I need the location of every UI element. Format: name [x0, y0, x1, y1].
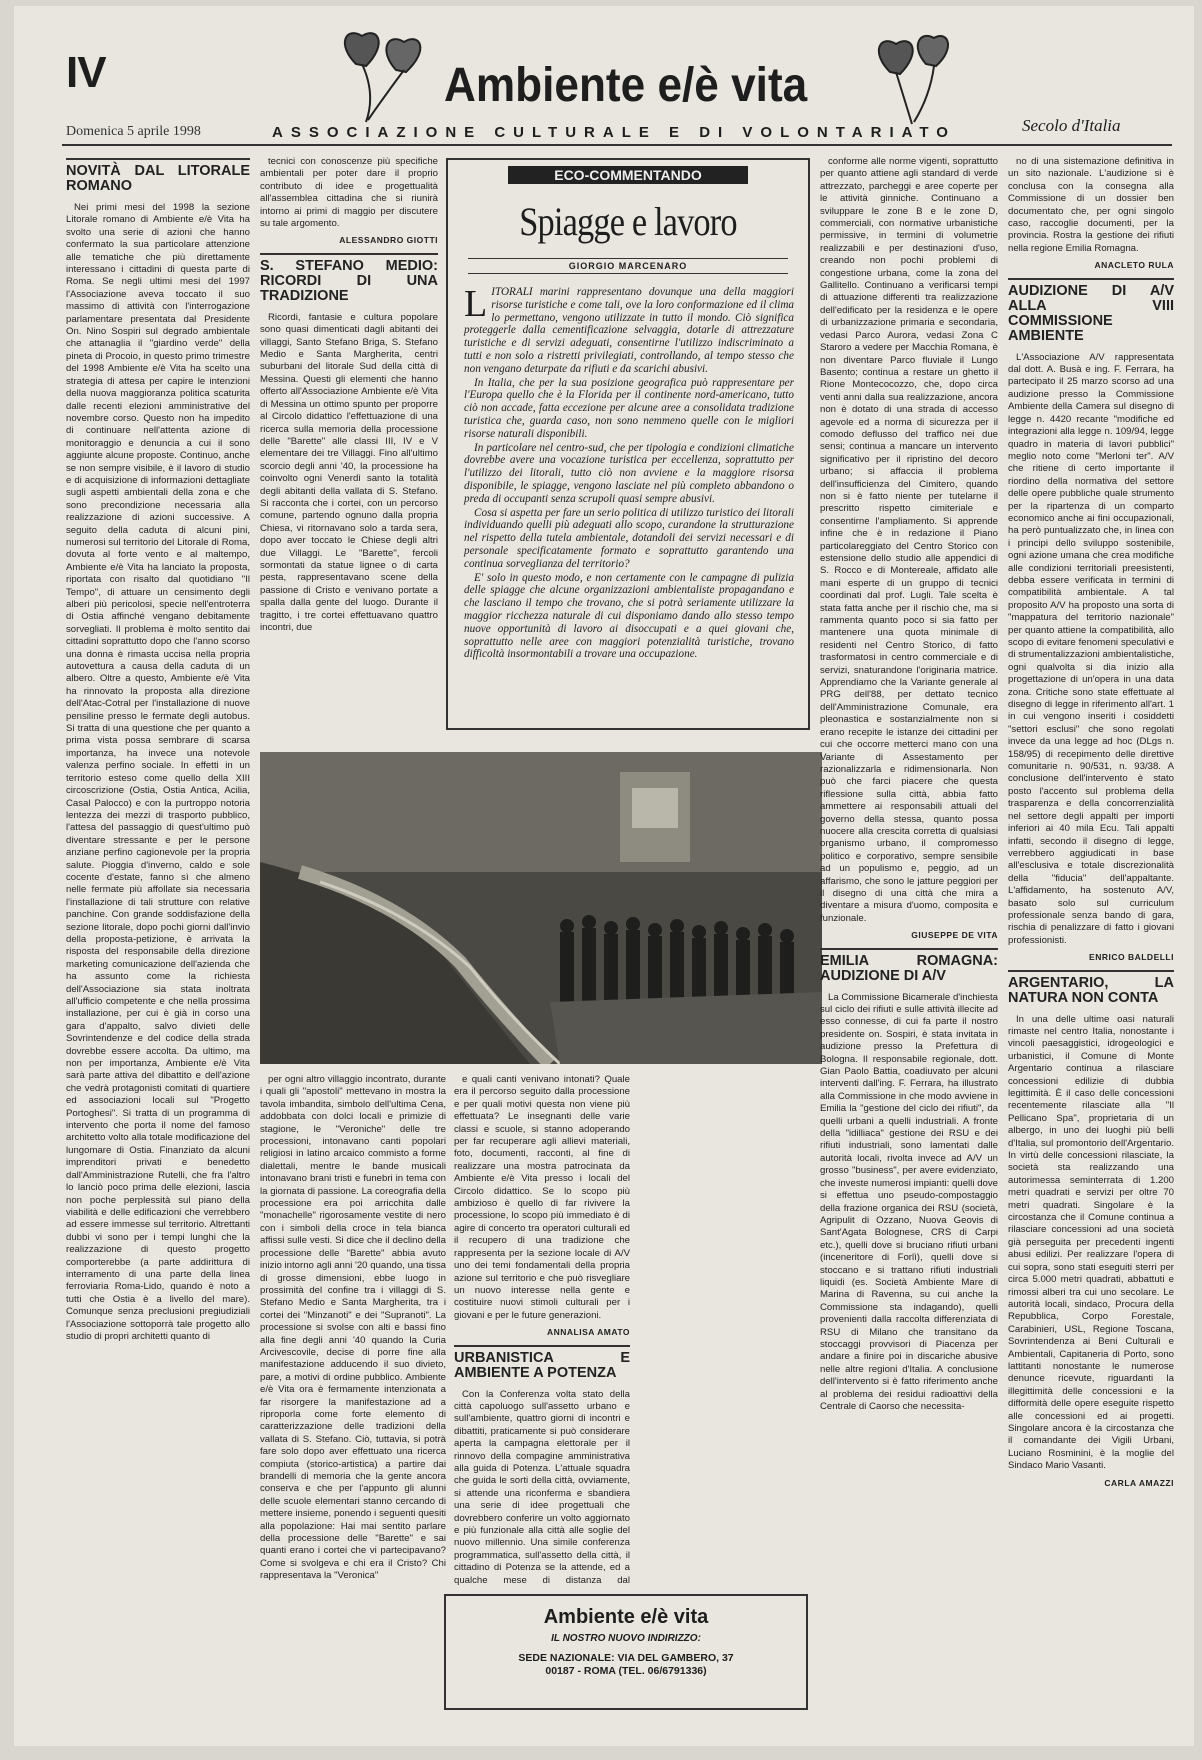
article-body-emilia-end: no di una sistemazione definitiva in un sito nazionale. L'audizione si è conclusa con la consegna alla Commissione di un dossier ben documentato che, per ogni singolo caso, raccoglie documenti, per la provincia. Rostra la gestione dei rifiuti nella regione Emilia Romagna. — [1008, 156, 1174, 254]
column-3-bottom — [454, 1074, 630, 1586]
masthead — [14, 6, 1194, 142]
article-body-litorale: Nei primi mesi del 1998 la sezione Litorale romano di Ambiente e/è Vita ha svolto una serie di azioni che hanno confermato la sua particolare attenzione alle tematiche che più direttamente interessano i cittadini di questa parte di Roma. Se negli ultimi mesi del 1997 l'Associazione aveva toccato il suo massimo di attività con l'interrogazione parlamentare presentata dal Presidente On. Nino Sospiri sul degrado ambientale che attanaglia il "giardino verde" della pineta di Procoio, in questo primo trimestre del 1998 Ambiente e/è Vita ha scelto una strategia di attesa per capire le intenzioni della nuova maggioranza politica scaturita dalle recenti elezioni amministrative del novembre corso. Questo non ha impedito di continuare nell'attenta azione di monitoraggio e denuncia a cui il sono aggiunte alcune proposte. Continuo, anche se non sempre visibile, è il lavoro di studio e di acquisizione di informazioni dettagliate sugli aspetti ambientali della zona e che sono precondizione necessaria alla realizzazione di azioni successive. A seguito della caduta di alcuni pini, numerosi sul territorio del Litorale di Roma, dovuta al forte vento e al maltempo, Ambiente e/è Vita ha lanciato la proposta, riportata con risalto dal quotidiano "Il Tempo", di attuare un censimento degli alberi più pericolosi, specie nell'entroterra di Ostia affinché vengano debitamente sorvegliati. Il problema è molto sentito dai cittadini soprattutto dopo che l'anno scorso una donna è rimasta uccisa nella propria autovettura a causa della caduta di un albero. Oltre a questo, Ambiente e/è Vita ha rinnovato la proposta alla direzione dell'Atac-Cotral per l'installazione di nuove pensiline presso le fermate degli autobus. Si tratta di una questione che per quanto a prima vista possa sembrare di scarsa importanza, ha invece una notevole valenza perfino sociale. In effetti in un territorio esteso come quello della XIII circoscrizione (Ostia, Ostia Antica, Acilia, Casal Palocco) e con la purtroppo notoria lentezza dei mezzi di trasporto pubblico, l'attesa del passaggio di quest'ultimo può diventare stressante e per le persone anziane perfino cagionevole per la propria salute. Pioggia d'inverno, caldo e sole cocente d'estate, fanno sì che almeno nelle fermate più affollate sia necessaria l'installazione di tali strutture con relative panchine. Con grande soddisfazione della sezione litorale, dopo pochi giorni dall'invio della proposta-petizione, è arrivata la risposta del responsabile della direzione marketing comunicazione dell'azienda che ha assunto come la richiesta dell'Associazione sia stata inoltrata all'ufficio competente e che nella prossima installazione, per cui è già in corso una gara d'appalto, salvo divieti delle Sovrintendenze e del codice della strada dovrebbe essere accolta. Da ultimo, ma non per importanza, Ambiente e/è Vita sarà parte attiva del dibattito e dell'azione che vedrà protagonisti comitati di quartiere ed associazioni locali sul "Progetto Portoghesi". Si tratta di un programma di intervento che porta il nome del famoso architetto volto alla totale modificazione del lungomare di Ostia. Finanziato da alcuni imprenditori privati e benedetto dall'Amministrazione Rutelli, che fra l'altro lo lanciò poco prima delle elezioni, lascia non poche perplessità sul piano della viabilità e delle edificazioni che verrebbero ad essere immesse sul territorio. Altrettanti dubbi vi sono per i tempi lunghi che la realizzazione di questo progetto comporterebbe (a parte addirittura di interramento di una parte della linea ferroviaria Roma-Lido, quando è noto a tutti che Ostia è a livello del mare). Comunque senza preclusioni pregiudiziali l'Associazione sottoporrà tale progetto allo studio di propri architetti quanto di — [66, 202, 250, 1342]
article-headline-litorale: NOVITÀ DAL LITORALE ROMANO — [66, 158, 250, 194]
article-headline-commissione: AUDIZIONE DI A/V ALLA VIII COMMISSIONE AMBIENTE — [1008, 278, 1174, 344]
column-2-bottom — [260, 1074, 446, 1706]
association-banner: ASSOCIAZIONE CULTURALE E DI VOLONTARIATO — [272, 124, 956, 141]
editorial-box — [446, 158, 810, 730]
column-2-top — [260, 156, 438, 736]
eco-commentando-label: ECO-COMMENTANDO — [508, 166, 748, 184]
signature-giotti: ALESSANDRO GIOTTI — [339, 235, 438, 246]
editorial-author: GIORGIO MARCENARO — [468, 258, 788, 274]
newspaper-name: Secolo d'Italia — [1022, 116, 1121, 135]
article-body-emilia: La Commissione Bicamerale d'inchiesta sul ciclo dei rifiuti e sulle attività illecite ad esso connesse, di cui fa parte il nostro presidente on. Sospiri, è stata invitata in audizione presso la Prefettura di Bologna. Il responsabile regionale, dott. Gian Paolo Battia, coadiuvato per alcuni interventi dall'ing. F. Ferrara, ha illustrato alla Commissione in che modo avviene in Emilia la "gestione del ciclo dei rifiuti", da quelli urbani a quelli industriali. A fronte della "idilliaca" gestione dei RSU e dei rifiuti industriali, sono lamentati dalle autorità locali, rivolta invece ad A/V un grosso "business", per avere evidenziato, che investe numerosi impianti: quelli dove si effettua uno pseudo-compostaggio della frazione organica dei RSU (società, Agripulit di Ozzano, Nuova Geovis di Sant'Agata Bolognese, CRS di Carpi etc.), quelli dove si bruciano rifiuti urbani (inceneritore di Forlì), quelli dove si stoccano e si trattano rifiuti industriali liquidi (es. Società Ambiente Mare di Marina di Ravenna, su cui anche la Commissione sta indagando), quelli provenienti dalla raccolta differenziata di RSU di Milano che transitano da stoccaggi provvisori di Piacenza per andare a finire poi in discariche abusive nelle altre regioni d'Italia. A conclusione dell'intervento si è fatto riferimento anche al problema dei residui radioattivi della Centrale di Caorso che necessita- — [820, 991, 998, 1412]
address-box — [444, 1594, 808, 1710]
article-body-potenza-end: conforme alle norme vigenti, soprattutto per quanto attiene agli standard di verde attrezzato, parcheggi e aree coperte per le attività ginniche. Continuano a sviluppare le zone B e le zone D, commerciali, con normative urbanistiche permissive, in termini di volumetrie realizzabili e per destinazioni d'uso, creando non pochi problemi di congestione urbana, come la zona del Gallitello. Continuano a verificarsi tempi di attuazione differenti tra realizzazione dell'edificato per la residenza e le opere di urbanizzazione primaria e secondaria, vedasi Parco Aurora, vedasi Zona C Staroro a vedere per Macchia Romana, è non diventare Parco fluviale il Lungo Basento; continua a restare un ghetto il Rione Montecocozzo, che, dopo circa venti anni dalla sua realizzazione, ancora non è dotato di una strada di accesso agevole ed a norma di sicurezza per il comodo deflusso del traffico nei due sensi; continua a mancare un intervento significativo per il ripristino del decoro urbano; si affaccia il problema dell'insufficienza del Cimitero, quando non si è fatto niente per tutelarne il prescritto rispetto cimiteriale e consentirne l'ampliamento. Si apprende infine che è in redazione il Piano particolareggiato del Centro Storico con estensione dello studio alle appendici di S. Rocco e di Montereale, affidato alle mani esperte di un gruppo di tecnici coordinati dal prof. Lugli. Tale scelta è stata fatta anche per il rischio che, ma si rammenta quanto poco si sia fatto per mantenere una quota minimale di residenti nel Centro Storico, di fatto trasformatosi in centro commerciale e di servizi, snaturandone l'originaria matrice. Apprendiamo che la Variante generale al PRG dell'88, per dettato tecnico dell'Amministrazione Comunale, era pleonastica e sostanzialmente non si erano recepite le istanze dei cittadini per cui che occorre metterci mano con una Variante di Assestamento per razionalizzarla e ridimensionarla. Non può che farci piacere che questa riflessione sulla città, abbia fatto ammettere ai responsabili attuali del governo della stessa, quanto possa nuocere alla crescita corretta di qualsiasi organismo urbano, il compromesso politico e corporativo, sempre sensibile ad un populismo e, peggio, ad un affarismo, che sono le jatture peggiori per il disegno di una città che mira a diventare a misura d'uomo, composita e funzionale. — [820, 156, 998, 924]
signature-baldelli: ENRICO BALDELLI — [1089, 952, 1174, 963]
section-title: Ambiente e/è vita — [444, 59, 808, 112]
article-body-argentario: In una delle ultime oasi naturali rimaste nel centro Italia, nonostante i vincoli paesaggistici, idrogeologici e urbanistici, il Comune di Monte Argentario continua a rilasciare concessioni edilizie di dubbia legittimità. È il caso delle concessioni recentemente rilasciate alla "Il Pellicano Spa", proprietaria di un albergo, in uno dei luoghi più belli d'Italia, sul promontorio dell'Argentario. In virtù delle concessioni rilasciate, la società sta realizzando una autorimessa seminterrata di 1.200 metri quadrati e servizi per oltre 70 metri quadrati. Singolare è la circostanza che il Comune continua a rilasciare concessioni ad una società già perseguita per precedenti ingenti abusi edilizi. Per realizzare l'opera di cui sopra, sono stati eseguiti sterri per circa 5.000 metri quadrati, abbattuti e rimossi alberi tra cui uno secolare. Le autorità locali, sindaco, Procura della Repubblica, Corpo Forestale, Carabinieri, USL, Regione Toscana, Sovrintendenza ai Beni Culturali e Ambientali, Capitaneria di Porto, sono lattitanti nonostante le numerose denunce ricevute, riguardanti la illegittimità delle concessioni e la difformità delle opere eseguite rispetto alle concessioni ed ai progetti. Singolare ancora è la circostanza che il comandante dei Vigili Urbani, Luciano Rosminini, è la moglie del Sindaco Mario Vasanti. — [1008, 1013, 1174, 1472]
address-box-subtitle: IL NOSTRO NUOVO INDIRIZZO: — [551, 1633, 701, 1644]
article-body-commissione: L'Associazione A/V rappresentata dal dott. A. Busà e ing. F. Ferrara, ha partecipato il 25 marzo scorso ad una audizione presso la Commissione Ambiente della Camera sul disegno di legge n. 4420 recante "modifiche ed integrazioni alla legge n. 109/94, legge quadro in materia di lavori pubblici" meglio noto come "Merloni ter". A/V che ritiene di certo importante il riordino della normativa del settore delle opere pubbliche quale strumento per la ripartenza di un comparto economico anche ai fini occupazionali, ha però puntualizzato che, in linea con i principi dello sviluppo sostenibile, ogni azione umana che crea modifiche alle condizioni territoriali preesistenti, debba essere verificata in termini di compatibilità ambientale. A tal proposito A/V ha proposto una sorta di "mappatura del territorio nazionale" per quanto attiene la compatibilità, allo scopo di evitare fenomeni speculativi e di strumentalizzazioni ambientalistiche, ogni qualvolta si dia inizio alla progettazione di un'opera in una data zona. Critiche sono state effettuate al disegno di legge in riferimento all'art. 1 in cui vengono inseriti i cosiddetti "settori esclusi" che sono regolati invece da una legge ad hoc (DLgs n. 158/95) di recepimento delle direttive comunitarie n. 90/531, n. 93/38. A conclusione dell'intervento è stato posto l'accento sul problema della trasparenza e della concorrenzialità nel settore degli appalti per importi inferiori ai 40 mila Ecu. Tali appalti infatti, secondo il disegno di legge, verrebbero aggiudicati in base all'esclusiva e totale discrezionalità della "fiducia" dell'appaltante. L'affidamento, ha sostenuto A/V, basato solo sul curriculum professionale senza bando di gara, rischia di penalizzare di fatto i giovani professionisti. — [1008, 351, 1174, 946]
article-body-stefano: Ricordi, fantasie e cultura popolare sono quasi dimenticati dagli abitanti dei villaggi, Santo Stefano Briga, S. Stefano Medio e Santa Margherita, centri suburbani del litorale Sud della città di Messina. Questi gli elementi che hanno offerto all'Associazione Ambiente e/è Vita di Messina un ottimo spunto per proporre al Circolo didattico l'effettuazione di una ricerca sulla memoria della processione delle "Barette" alle classi III, IV e V elementare dei tre Villaggi. Fino all'ultimo scorcio degli anni '40, la processione ha coinvolto ogni Venerdì santo la totalità degli abitanti della vallata di S. Stefano. Si racconta che i cortei, con un percorso comune, partendo ognuno dalla propria Chiesa, vi ritornavano solo a tarda sera, dopo aver toccato le Chiese degli altri due Villaggi. Le "Barette", fercoli sormontati da statue lignee o di carta pesta, rappresentavano scene della passione di Cristo e venivano portate a spalla dalla gente del luogo. Durante il tragitto, i tre cortei effettuavano quattro incontri, due — [260, 311, 438, 633]
issue-date: Domenica 5 aprile 1998 — [66, 124, 201, 139]
dropcap: L — [464, 283, 488, 325]
address-box-title: Ambiente e/è vita — [543, 1606, 709, 1628]
signature-de-vita: GIUSEPPE DE VITA — [911, 930, 998, 941]
article-headline-potenza: URBANISTICA E AMBIENTE A POTENZA — [454, 1345, 630, 1381]
article-body-stefano-end: e quali canti venivano intonati? Quale era il percorso seguito dalla processione e per quali motivi questa non viene più effettuata? Le insegnanti delle varie classi e scuole, si stanno adoperando per far recuperare agli allievi materiali, foto, documenti, racconti, al fine di realizzare una mostra patrocinata da Ambiente e/è Vita presso i locali del Circolo didattico. Se lo scopo più ambizioso è quello di far rivivere la processione, lo scopo più immediato è di agire di concerto tra operatori culturali ed il recupero di una tradizione che rappresenta per la sezione locale di A/V uno dei temi fondamentali della propria azione sul territorio e che può risvegliare un nuovo interesse nella gente e costituire nuovi stimoli culturali per i giovani e per le future generazioni. — [454, 1074, 630, 1321]
column-1 — [66, 156, 250, 1716]
page-number: IV — [66, 48, 106, 97]
editorial-title: Spiagge e lavoro — [519, 199, 737, 244]
left-hearts-logo-icon — [326, 24, 436, 124]
article-body-potenza: Con la Conferenza volta stato della città capoluogo sull'assetto urbano e sull'ambiente, quattro giorni di incontri e dibattiti, praticamente si può considerare aperta la campagna elettorale per il rinnovo della compagine amministrativa alla guida di Potenza. L'attuale squadra che guida le sorti della città, ovviamente, si attende una riconferma e sbandiera una serie di idee progettuali che dovrebbero conferire un volto aggiornato e più funzionale alla città alle soglie del nuovo millennio. Una simile conferenza programmatica, sull'assetto della città, il cittadino di Potenza se la attende, ed a qualche mese di distanza dal — [454, 1388, 630, 1586]
address-line-1: SEDE NAZIONALE: VIA DEL GAMBERO, 37 — [518, 1652, 734, 1664]
column-5 — [1008, 156, 1174, 1716]
article-headline-argentario: ARGENTARIO, LA NATURA NON CONTA — [1008, 970, 1174, 1006]
column-4 — [820, 156, 998, 1716]
signature-amazzi: CARLA AMAZZI — [1104, 1477, 1174, 1488]
header-rule — [62, 144, 1172, 146]
address-line-2: 00187 - ROMA (TEL. 06/6791336) — [545, 1665, 707, 1677]
article-headline-stefano: S. STEFANO MEDIO: RICORDI DI UNA TRADIZIONE — [260, 253, 438, 304]
editorial-body: LITORALI marini rappresentano dovunque una della maggiori risorse turistiche e come tali, ove la loro conformazione ed il clima lo permettano, vengono utilizzate in tutto il mondo. Ciò significa proteggerle dalla cementificazione selvaggia, dotarle di attrezzature turistiche e di servizi adeguati, consentirne l'utilizzo indiscriminato a tutti e non solo a ristretti privilegiati, controllando, al tempo stesso che non vengano deturpate da rifiuti e da scarichi abusivi. In Italia, che per la sua posizione geografica può rappresentare per l'Europa quello che è la Florida per il continente nord-americano, tutto ciò non accade, fatta eccezione per alcune aree a consolidata tradizione turistica che, guarda caso, non sono nemmeno quelle con le migliori risorse naturali disponibili. In particolare nel centro-sud, che per tipologia e condizioni climatiche dovrebbe avere una vocazione turistica per eccellenza, soprattutto per l'utilizzo dei litorali, tutto ciò non avviene e la maggiore risorsa disponibile, le spiagge, vengono lasciate nel più completo abbandono o preda di occupanti senza scrupoli quasi sempre abusivi. Cosa si aspetta per fare un serio politica di utilizzo turistico dei litorali individuando quelli più adeguati allo scopo, curandone la strutturazione nel rispetto della tutela ambientale, dotandoli dei servizi necessari e di personale specificatamente formato e soprattutto garantendo una continua sorveglianza del territorio? E' solo in questo modo, e non certamente con le campagne di pulizia delle spiagge che alcune organizzazioni ambientaliste propagandano e che lasciano il tempo che trovano, che si potrà seriamente utilizzare la maggior ricchezza naturale di cui disponiamo dando allo stesso tempo nuove opportunità di lavoro ai disoccupati e a quei giovani che, soprattutto nelle aree con maggiori potenzialità turistiche, trovano difficoltà insormontabili a trovare una occupazione. — [464, 283, 794, 661]
article-body-litorale-end: tecnici con conoscenze più specifiche ambientali per poter dare il proprio contributo di idee e progettualità all'assemblea cittadina che si riunirà intorno ai primi di maggio per discutere su tale argomento. — [260, 156, 438, 230]
signature-rula: ANACLETO RULA — [1094, 260, 1174, 271]
historic-procession-photo — [260, 752, 822, 1064]
newspaper-page — [14, 6, 1194, 1746]
article-headline-emilia: EMILIA ROMAGNA: AUDIZIONE DI A/V — [820, 948, 998, 984]
signature-amato: ANNALISA AMATO — [546, 1327, 630, 1338]
right-hearts-logo-icon — [850, 26, 960, 126]
article-body-stefano-cont: per ogni altro villaggio incontrato, durante i quali gli "apostoli" mettevano in mostra la tavola imbandita, simbolo dell'ultima Cena, addobbata con dolci locali e primizie di stagione, le "Veroniche" delle tre processioni, intonavano canti popolari religiosi in latino arcaico commisto a forme dialettali, mentre le bande musicali intonavano brani tristi e funebri in tema con la giornata di passione. La coreografia della processione era poi arricchita dalle "monachelle" rigorosamente vestite di nero con i simboli della croce in tela bianca affissi sulle vesti. Si dice che il declino della processione delle "Barette" abbia avuto inizio intorno agli anni '20 quando, una tissa di grosse dimensioni, ebbe luogo in prossimità del confine tra i villaggi di S. Stefano Medio e Santa Margherita, tra i cortei dei "Minzanoti" e dei "Supranoti". La processione si svolse con alti e bassi fino alla fine degli anni '40 quando la Curia Arcivescovile, decise di porre fine alla manifestazione adducendo il suo divieto, pare, a motivi di ordine pubblico. Ambiente e/è Vita ora è fermamente intenzionata a far risorgere la manifestazione ad a riproporla come forte elemento di caratterizzazione delle tradizioni della vallata di S. Stefano. Ciò, tuttavia, si potrà fare solo dopo aver effettuato una ricerca compiuta (storico-artistica) a partire dai brandelli di memoria che la gente ancora conserva e che per l'appunto gli alunni delle scuole elementari stanno cercando di mettere insieme, ponendo i seguenti quesiti alla popolazione: Hai mai sentito parlare della processione delle "Barette" e sai quanti erano i cortei che vi partecipavano? Come si svolgeva e chi era il Cristo? Chi rappresentava la "Veronica" — [260, 1074, 446, 1582]
